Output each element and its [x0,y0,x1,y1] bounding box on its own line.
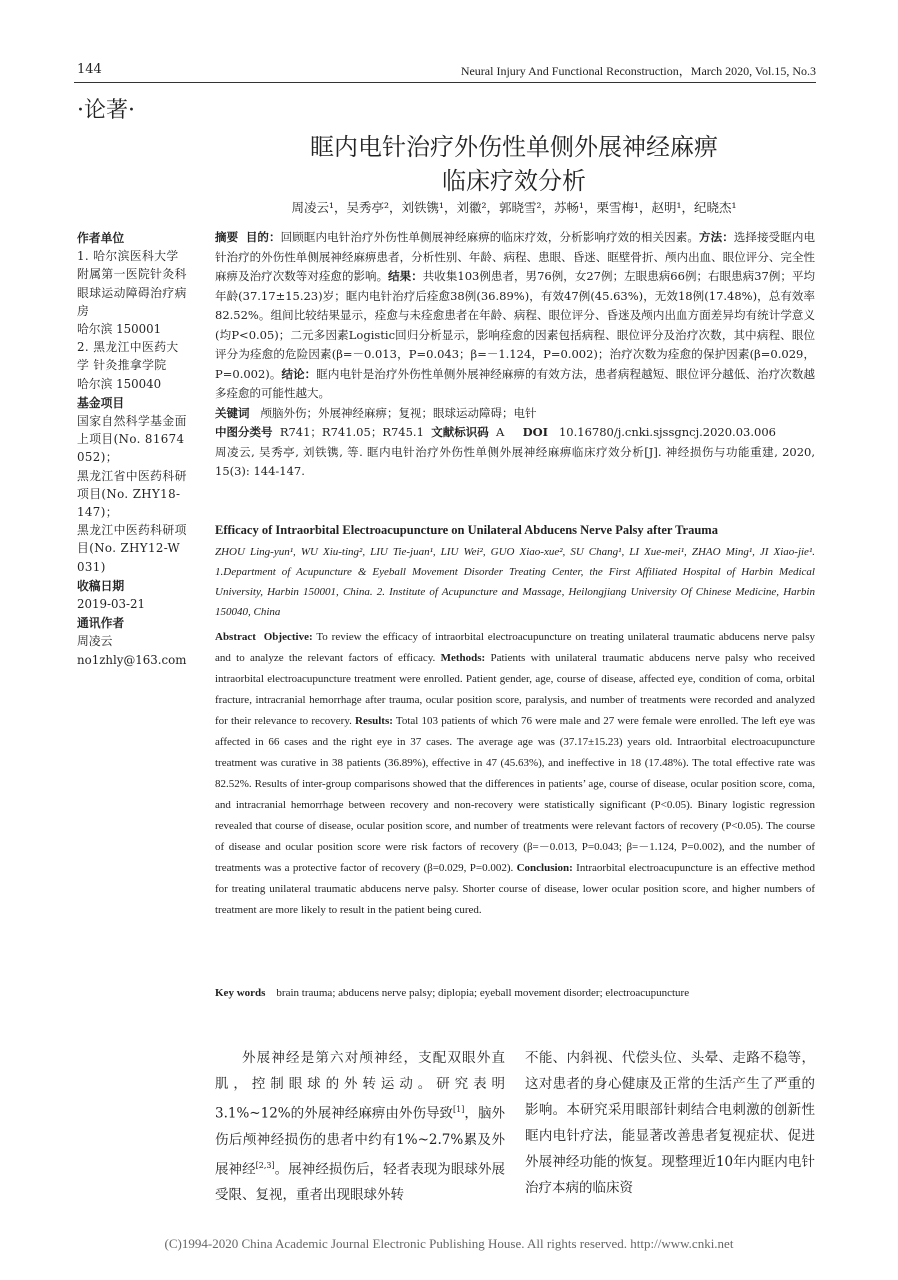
affiliation-2: 2. 黑龙江中医药大学 针灸推拿学院 [77,340,179,373]
keywords-text: 颅脑外伤；外展神经麻痹；复视；眼球运动障碍；电针 [260,405,537,420]
en-abstract-label: Abstract [215,631,256,643]
body-column-left [215,1045,505,1208]
conclusion-text: 眶内电针是治疗外伤性单侧外展神经麻痹的有效方法，患者病程越短、眼位评分越低、治疗次数越多痊愈的可能性越大。 [215,366,815,400]
affiliation-heading: 作者单位 [77,231,125,245]
doc-code-label: 文献标识码 [431,425,489,439]
en-conclusion-label: Conclusion: [516,862,573,874]
fund-1: 国家自然科学基金面上项目(No. 81674052)； [77,414,187,465]
en-method-text: Patients with unilateral traumatic abducens nerve palsy who received intraorbital electroacupuncture treatment were enrolled. Patient gender, age, course of disease, affected eye, condition of coma, orbital fracture, intracranial hemorrhage after trauma, ocular position score, paralysis, and number of treatments were recorded and analyzed for their relevance to recovery. [215,652,816,727]
objective-label: 目的： [245,230,281,244]
classification-label: 中图分类号 [215,425,273,439]
keywords-zh [215,404,815,424]
result-label: 结果： [388,269,423,283]
en-method-label: Methods: [440,652,486,664]
body-text-1b: ，脑外伤后颅神经损伤的患者中约有1%~2.7%累及外展神经 [215,1105,505,1177]
corresponding-name: 周凌云 [77,634,113,649]
abstract-zh-body [215,228,815,404]
result-text: 共收集103例患者，男76例，女27例；左眼患病66例；右眼患病37例；平均年龄(37.17±15.23)岁；眶内电针治疗后痊愈38例(36.89%)，有效47例(45.63%)，无效18例(17.48%)，总有效率82.52%。组间比较结果显示，痊愈与未痊愈患者在年龄、病程、眼位评分、昏迷及颅内出血方面差异均有统计学意义(均P<0.05)；二元多因素Logistic回归分析显示，影响痊愈的因素包括病程、眼位评分及治疗次数，其中病程、眼位评分为痊愈的危险因素(β=－0.013，P=0.043；β=－1.124，P=0.002)；治疗次数为痊愈的保护因素(β=0.029，P=0.002)。 [215,269,816,381]
fund-2: 黑龙江省中医药科研项目(No. ZHY18-147)； [77,468,187,520]
objective-text: 回顾眶内电针治疗外伤性单侧展神经麻痹的临床疗效，分析影响疗效的相关因素。 [280,230,699,244]
keywords-label: 关键词 [215,405,250,420]
received-heading: 收稿日期 [77,578,125,593]
corresponding-email: no1zhly@163.com [77,652,187,667]
fund-heading: 基金项目 [77,395,125,410]
en-keywords-text: brain trauma; abducens nerve palsy; diplopia; eyeball movement disorder; electroacupuncture [276,987,690,999]
body-text-1a: 外展神经是第六对颅神经，支配双眼外直肌，控制眼球的外转运动。研究表明3.1%~12%的外展神经麻痹由外伤导致 [215,1050,505,1122]
header-rule [74,82,816,83]
conclusion-label: 结论： [281,366,317,381]
journal-header: Neural Injury And Functional Reconstruction，March 2020, Vol.15, No.3 [460,64,816,78]
english-authors: ZHOU Ling-yun¹, WU Xiu-ting², LIU Tie-juan¹, LIU Wei², GUO Xiao-xue², SU Chang¹, LI Xue-mei¹, ZHAO Ming¹, JI Xiao-jie¹. 1.Department of Acupuncture & Eyeball Movement Disorder Treating Center, the First Affiliated Hospital of Harbin Medical University, Harbin 150001, China. 2. Institute of Acupuncture and Massage, Heilongjiang University Of Chinese Medicine, Harbin 150040, China [215,546,815,618]
en-result-label: Results: [355,715,393,727]
received-date: 2019-03-21 [77,597,146,612]
abstract-zh [215,228,815,482]
title-line-1: 眶内电针治疗外伤性单侧外展神经麻痹 [310,133,718,161]
reference-2: [2,3] [255,1160,275,1170]
english-title: Efficacy of Intraorbital Electroacupuncture on Unilateral Abducens Nerve Palsy after Trauma [215,523,718,537]
body-column-right: 不能、内斜视、代偿头位、头晕、走路不稳等，这对患者的身心健康及正常的生活产生了严重的影响。本研究采用眼部针刺结合电刺激的创新性眶内电针疗法，能显著改善患者复视症状、促进外展神经功能的恢复。现整理近10年内眶内电针治疗本病的临床资 [525,1050,815,1196]
en-keywords-label: Key words [215,987,266,999]
classification-line [215,423,815,443]
doi-text: 10.16780/j.cnki.sjssgncj.2020.03.006 [558,425,776,439]
english-keywords [215,987,815,999]
classification-text: R741；R741.05；R745.1 [279,425,424,439]
en-objective-label: Objective: [263,631,313,643]
fund-3: 黑龙江中医药科研项目(No. ZHY12-W031) [77,523,187,574]
body-text-1c: 。展神经损伤后，轻者表现为眼球外展受限、复视，重者出现眼球外转 [215,1161,506,1203]
affiliation-city-1: 哈尔滨 150001 [77,322,162,337]
article-category: ·论著· [77,98,135,123]
en-conclusion-text: Intraorbital electroacupuncture is an effective method for treating unilateral traumatic abducens nerve palsy. Shorter course of disease, lower ocular position score, and higher numbers of treatment are more likely to result in the patient being cured. [215,862,816,916]
doi-label: DOI [522,425,548,439]
reference-1: [1] [453,1105,465,1114]
method-text: 选择接受眶内电针治疗的外伤性单侧展神经麻痹患者，分析性别、年龄、病程、患眼、昏迷、眶壁骨折、颅内出血、眼位评分、完全性麻痹及治疗次数等对痊愈的影响。 [215,230,816,283]
method-label: 方法： [698,230,734,244]
english-abstract [215,627,815,921]
page-number: 144 [77,62,102,77]
article-title [210,130,818,198]
en-result-text: Total 103 patients of which 76 were male and 27 were female were enrolled. The left eye was affected in 66 cases and the right eye in 37 cases. The average age was (37.17±15.23) years old. Intraorbital electroacupuncture treatment was curative in 38 patients (36.89%), effective in 47 (45.63%), and ineffective in 18 (17.48%). The total effective rate was 82.52%. Results of inter-group comparisons showed that the differences in patients’ age, course of disease, ocular position score, coma, and intracranial hemorrhage between recovery and non-recovery were statistically significant (P<0.05). Binary logistic regression revealed that course of disease, ocular position score, and number of treatments were relevant factors of recovery (P<0.05). The course of disease and ocular position score were risk factors of recovery (β=－0.013, P=0.043; β=－1.124, P=0.002), and the number of treatments was a protective factor of recovery (β=0.029, P=0.002). [215,715,815,874]
citation: 周凌云, 吴秀亭, 刘铁镌, 等. 眶内电针治疗外伤性单侧外展神经麻痹临床疗效分析[J]. 神经损伤与功能重建, 2020, 15(3): 144-147. [215,444,815,478]
affiliation-city-2: 哈尔滨 150040 [77,376,162,391]
authors-zh: 周凌云¹，吴秀亭²，刘铁镌¹，刘徽²，郭晓雪²，苏畅¹，栗雪梅¹，赵明¹，纪晓杰¹ [291,200,737,215]
title-line-2: 临床疗效分析 [442,167,586,195]
abstract-label: 摘要 [215,230,239,244]
corresponding-heading: 通讯作者 [77,616,125,631]
sidebar-info [77,228,187,669]
affiliation-1: 1. 哈尔滨医科大学附属第一医院针灸科 眼球运动障碍治疗病房 [77,249,187,318]
copyright-footer: (C)1994-2020 China Academic Journal Electronic Publishing House. All rights reserved. http://www.cnki.net [164,1236,734,1251]
en-objective-text: To review the efficacy of intraorbital electroacupuncture on treating unilateral traumatic abducens nerve palsy and to analyze the relevant factors of efficacy. [215,631,815,664]
doc-code: A [496,425,505,439]
